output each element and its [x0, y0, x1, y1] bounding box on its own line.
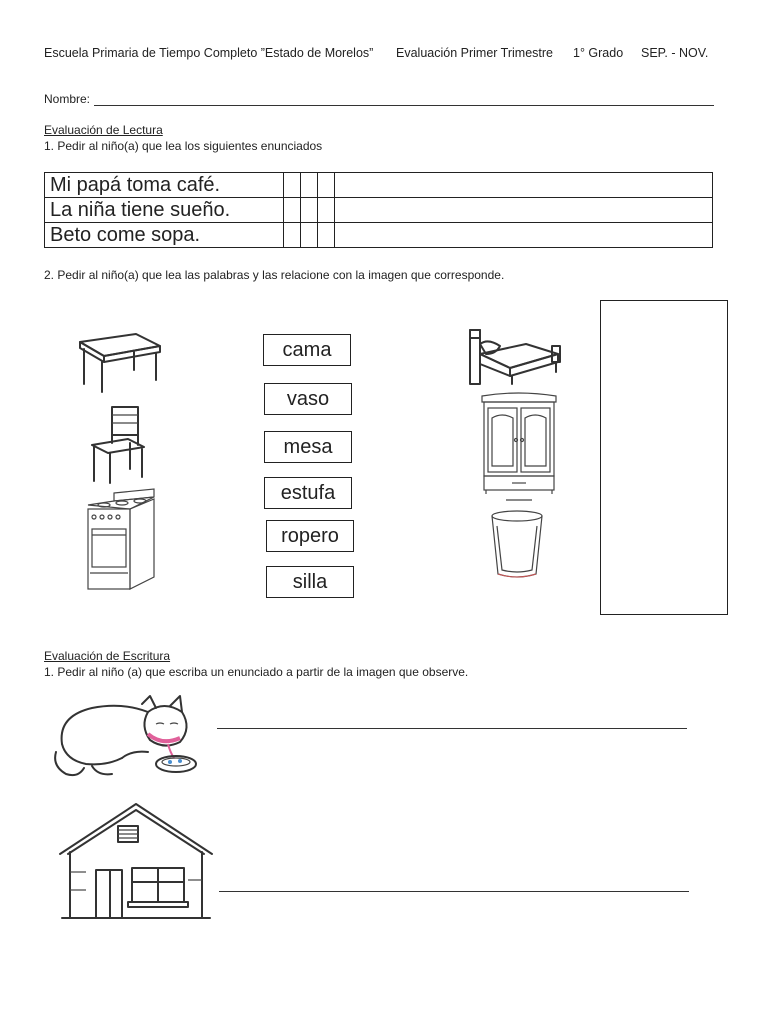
word-card[interactable]: vaso	[264, 383, 352, 415]
reading-instruction-1: 1. Pedir al niño(a) que lea los siguientes enunciados	[44, 139, 323, 153]
stove-icon	[82, 487, 158, 595]
name-line[interactable]	[94, 94, 714, 106]
word-card[interactable]: silla	[266, 566, 354, 598]
check-cell[interactable]	[284, 173, 301, 198]
bed-icon	[466, 324, 562, 388]
name-field[interactable]	[44, 92, 714, 106]
notes-cell[interactable]	[335, 223, 713, 248]
sentence-cell: Beto come sopa.	[45, 223, 284, 248]
word-card[interactable]: estufa	[264, 477, 352, 509]
word-card[interactable]: cama	[263, 334, 351, 366]
table-row	[45, 198, 713, 223]
check-cell[interactable]	[301, 198, 318, 223]
school-name: Escuela Primaria de Tiempo Completo ”Estado de Morelos”	[44, 46, 374, 60]
wardrobe-icon	[476, 390, 560, 502]
writing-instruction-1: 1. Pedir al niño (a) que escriba un enunciado a partir de la imagen que observe.	[44, 665, 469, 679]
check-cell[interactable]	[284, 198, 301, 223]
table-row	[45, 223, 713, 248]
word-card[interactable]: mesa	[264, 431, 352, 463]
writing-section-title: Evaluación de Escritura	[44, 649, 171, 663]
check-cell[interactable]	[318, 198, 335, 223]
evaluation-title: Evaluación Primer Trimestre	[396, 46, 553, 60]
word-card[interactable]: ropero	[266, 520, 354, 552]
period-label: SEP. - NOV.	[641, 46, 709, 60]
reading-section-title: Evaluación de Lectura	[44, 123, 163, 137]
grade-label: 1° Grado	[573, 46, 624, 60]
cat-eating-icon	[52, 694, 200, 782]
check-cell[interactable]	[318, 173, 335, 198]
notes-cell[interactable]	[335, 173, 713, 198]
writing-line-1[interactable]	[217, 728, 687, 729]
chair-icon	[82, 403, 152, 485]
sentence-cell: Mi papá toma café.	[45, 173, 284, 198]
check-cell[interactable]	[301, 223, 318, 248]
table-icon	[74, 330, 166, 396]
house-icon	[56, 800, 216, 922]
name-label: Nombre:	[44, 92, 91, 106]
writing-line-2[interactable]	[219, 891, 689, 892]
notes-cell[interactable]	[335, 198, 713, 223]
sentence-table	[44, 172, 713, 248]
check-cell[interactable]	[284, 223, 301, 248]
check-cell[interactable]	[301, 173, 318, 198]
reading-instruction-2: 2. Pedir al niño(a) que lea las palabras y las relacione con la imagen que corresponde.	[44, 268, 505, 282]
sentence-cell: La niña tiene sueño.	[45, 198, 284, 223]
check-cell[interactable]	[318, 223, 335, 248]
answer-box[interactable]	[600, 300, 728, 615]
table-row	[45, 173, 713, 198]
glass-icon	[488, 508, 546, 580]
